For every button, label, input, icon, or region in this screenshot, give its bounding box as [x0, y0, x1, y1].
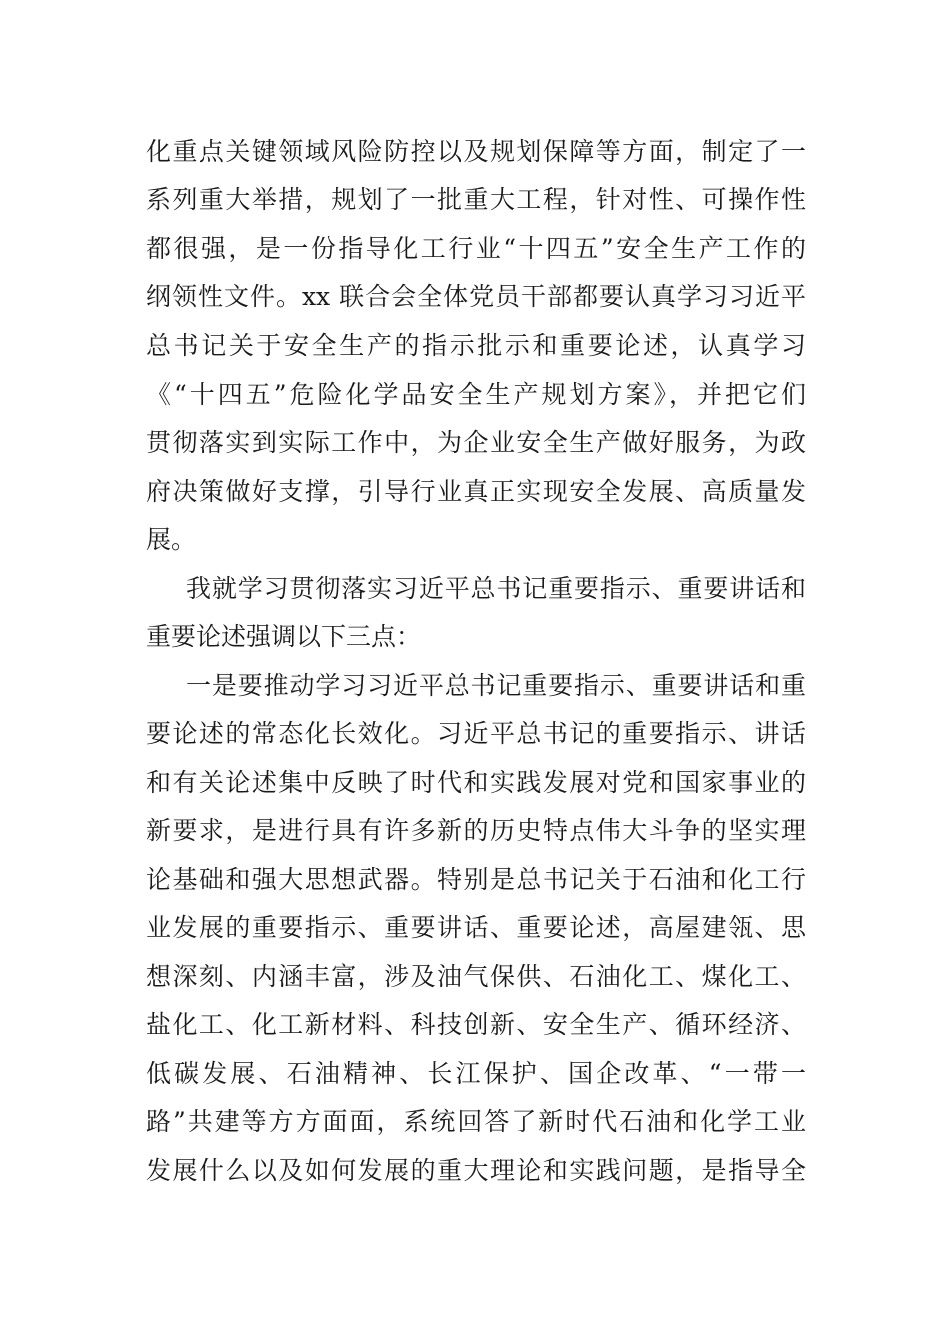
text-line-12: 一是要推动学习习近平总书记重要指示、重要讲话和重	[186, 671, 806, 700]
text-line-20: 低碳发展、石油精神、长江保护、国企改革、“一带一	[146, 1059, 806, 1088]
text-line-17: 业发展的重要指示、重要讲话、重要论述，高屋建瓴、思	[146, 913, 806, 942]
text-line-3: 都很强，是一份指导化工行业“十四五”安全生产工作的	[146, 234, 806, 263]
text-line-19: 盐化工、化工新材料、科技创新、安全生产、循环经济、	[146, 1010, 806, 1039]
text-line-6: 《“十四五”危险化学品安全生产规划方案》，并把它们	[146, 380, 806, 409]
text-line-9: 展。	[146, 525, 197, 554]
text-line-16: 论基础和强大思想武器。特别是总书记关于石油和化工行	[146, 865, 806, 894]
text-line-8: 府决策做好支撑，引导行业真正实现安全发展、高质量发	[146, 477, 806, 506]
text-line-15: 新要求，是进行具有许多新的历史特点伟大斗争的坚实理	[146, 816, 806, 845]
text-line-10: 我就学习贯彻落实习近平总书记重要指示、重要讲话和	[186, 574, 806, 603]
text-line-1: 化重点关键领域风险防控以及规划保障等方面，制定了一	[146, 137, 806, 166]
text-line-4: 纲领性文件。xx 联合会全体党员干部都要认真学习习近平	[146, 282, 806, 311]
text-line-7: 贯彻落实到实际工作中，为企业安全生产做好服务，为政	[146, 428, 806, 457]
text-line-21: 路”共建等方方面面，系统回答了新时代石油和化学工业	[146, 1107, 806, 1136]
text-line-5: 总书记关于安全生产的指示批示和重要论述，认真学习	[146, 331, 806, 360]
text-line-13: 要论述的常态化长效化。习近平总书记的重要指示、讲话	[146, 719, 806, 748]
text-line-22: 发展什么以及如何发展的重大理论和实践问题，是指导全	[146, 1156, 806, 1185]
text-line-18: 想深刻、内涵丰富，涉及油气保供、石油化工、煤化工、	[146, 962, 806, 991]
text-line-2: 系列重大举措，规划了一批重大工程，针对性、可操作性	[146, 185, 806, 214]
text-line-14: 和有关论述集中反映了时代和实践发展对党和国家事业的	[146, 768, 806, 797]
text-line-11: 重要论述强调以下三点：	[146, 622, 422, 651]
